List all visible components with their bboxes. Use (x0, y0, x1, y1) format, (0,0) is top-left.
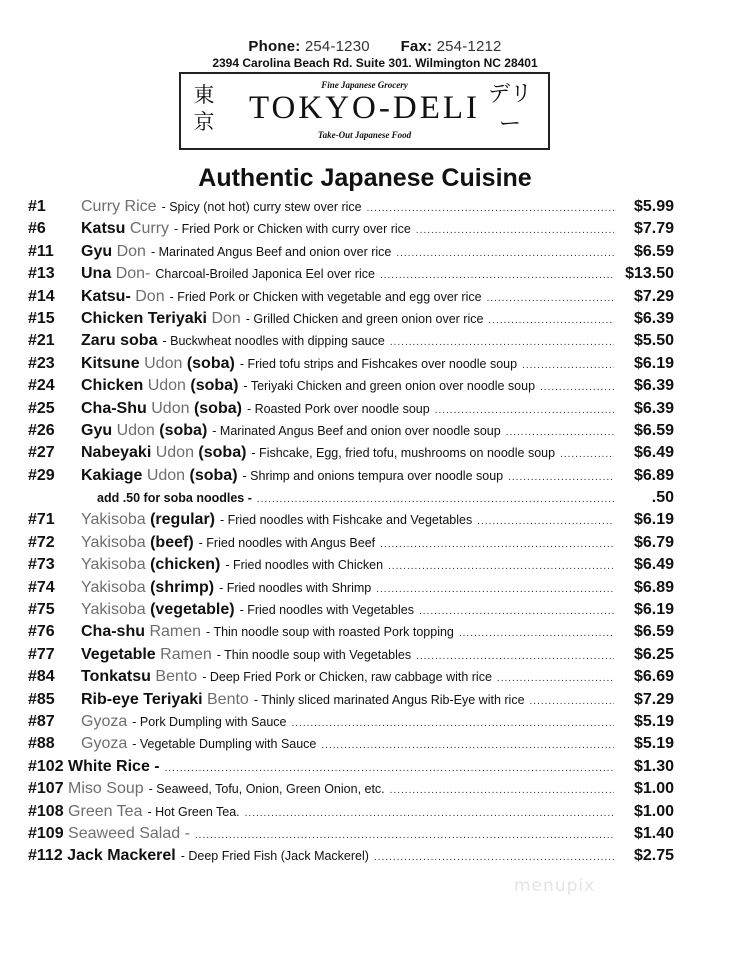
menu-item (0, 554, 750, 576)
item-name (81, 263, 150, 285)
item-name-name-gray: Yakisoba (81, 511, 146, 529)
item-description: - Fried Pork or Chicken with vegetable and egg over rice (169, 289, 482, 304)
item-body (81, 353, 614, 377)
item-number: #11 (28, 242, 54, 260)
item-name (81, 375, 238, 397)
dot-leader (240, 803, 614, 825)
dot-leader (391, 243, 614, 265)
dot-leader (411, 646, 614, 668)
item-description: - Buckwheat noodles with dipping sauce (162, 334, 385, 349)
item-number: #75 (28, 601, 55, 619)
item-name-name: Nabeyaki (81, 444, 152, 462)
item-description: - Fried noodles with Vegetables (239, 603, 414, 618)
item-number: #109 (28, 824, 64, 842)
item-price: $1.30 (633, 757, 674, 775)
item-description: - Fried noodles with Angus Beef (198, 535, 376, 550)
item-body (81, 689, 614, 713)
item-body (81, 218, 614, 242)
item-name-name-gray: Yakisoba (81, 533, 146, 551)
dot-leader (535, 377, 614, 399)
item-name-name-gray: Don (116, 242, 146, 260)
item-description: - Fishcake, Egg, fried tofu, mushrooms on noodle soup (251, 446, 556, 461)
item-price: $6.25 (633, 645, 674, 663)
item-body (97, 487, 614, 511)
item-name-name-gray: Curry (129, 220, 170, 238)
item-number: #87 (28, 712, 55, 730)
item-description: - Marinated Angus Beef and onion over noodle soup (212, 423, 501, 438)
item-description: - Fried Pork or Chicken with curry over rice (174, 222, 411, 237)
dot-leader (454, 623, 614, 645)
item-price: $6.79 (633, 533, 674, 551)
item-name-name-gray: Bento (155, 668, 198, 686)
item-body (28, 756, 614, 780)
item-name-name-tail: (soba) (159, 421, 208, 439)
dot-leader (369, 847, 614, 869)
item-body (81, 286, 614, 310)
item-number: #24 (28, 377, 55, 395)
item-name-name-tail: (vegetable) (150, 601, 235, 619)
item-body (81, 241, 614, 265)
item-name-name-gray: Udon (155, 444, 194, 462)
item-description: - Grilled Chicken and green onion over rice (245, 311, 484, 326)
menu-list (0, 196, 750, 868)
item-name-name: Rib-eye Teriyaki (81, 690, 203, 708)
item-number: #73 (28, 556, 55, 574)
item-name-name-gray: Yakisoba (81, 556, 146, 574)
item-body (81, 308, 614, 332)
item-description: - Seaweed, Tofu, Onion, Green Onion, etc. (148, 782, 385, 797)
item-number: #108 (28, 802, 64, 820)
item-number: #21 (28, 332, 55, 350)
item-name-name: Katsu (81, 220, 126, 238)
item-number: #107 (28, 780, 64, 798)
item-description: - Fried noodles with Chicken (225, 558, 384, 573)
item-name (81, 644, 212, 666)
item-name (81, 711, 127, 733)
item-description: - Teriyaki Chicken and green onion over noodle soup (243, 379, 536, 394)
menu-item (0, 509, 750, 531)
menu-item (0, 733, 750, 755)
item-name-name-gray: Udon (151, 399, 190, 417)
dot-leader (525, 691, 614, 713)
page-title: Authentic Japanese Cuisine (198, 164, 532, 192)
item-name-name-gray: Gyoza (81, 712, 128, 730)
item-price: $5.50 (633, 332, 674, 350)
menu-item (0, 577, 750, 599)
item-number: #26 (28, 421, 55, 439)
dot-leader (414, 601, 614, 623)
menu-item (0, 196, 750, 218)
item-price: .50 (651, 489, 674, 507)
item-price: $6.39 (633, 399, 674, 417)
item-price: $7.29 (633, 690, 674, 708)
item-name-name-gray: Curry Rice (81, 198, 157, 215)
item-description: - Spicy (not hot) curry stew over rice (161, 200, 362, 214)
item-name-name-tail: (chicken) (150, 556, 221, 574)
watermark: menupix (514, 876, 596, 896)
item-description: - Fried tofu strips and Fishcakes over noodle soup (239, 356, 518, 371)
restaurant-logo (179, 72, 550, 150)
logo-tagline-bottom: Take-Out Japanese Food (317, 130, 412, 140)
item-price: $2.75 (633, 847, 674, 865)
item-price: $5.19 (633, 735, 674, 753)
phone-number: 254-1230 (304, 38, 370, 55)
item-name-name-gray: Don- (115, 265, 151, 283)
item-body (81, 465, 614, 489)
item-price: $6.69 (633, 668, 674, 686)
item-price: $6.59 (633, 623, 674, 641)
item-name (81, 666, 197, 688)
item-name-name-tail: (shrimp) (150, 578, 215, 596)
menu-item (0, 353, 750, 375)
menu-item (0, 330, 750, 352)
item-name-name: Chicken (81, 377, 144, 395)
item-body (81, 196, 614, 220)
item-body (81, 577, 614, 601)
item-name (81, 442, 246, 464)
menu-item (0, 241, 750, 263)
menu-item (0, 442, 750, 464)
item-price: $6.59 (633, 242, 674, 260)
item-number: #71 (28, 511, 55, 529)
menu-item (0, 218, 750, 240)
item-price: $6.39 (633, 309, 674, 327)
item-name-name: Una (81, 265, 112, 283)
item-body (81, 711, 614, 735)
logo-tagline-top: Fine Japanese Grocery (321, 80, 408, 90)
item-name (81, 577, 214, 599)
dot-leader (411, 220, 614, 242)
dot-leader (483, 310, 614, 332)
item-name-name-gray: Miso Soup (68, 780, 144, 798)
item-name-name: Katsu- (81, 287, 131, 305)
item-name-name-gray: Bento (207, 690, 249, 708)
item-name (28, 756, 160, 778)
dot-leader (385, 332, 614, 354)
item-price: $1.40 (633, 824, 674, 842)
menu-item (0, 666, 750, 688)
dot-leader (316, 735, 614, 757)
item-description: - Fried noodles with Fishcake and Vegetables (220, 513, 473, 528)
dot-leader (362, 198, 614, 220)
item-price: $5.99 (633, 198, 674, 215)
dot-leader (472, 511, 614, 533)
menu-item (0, 801, 750, 823)
item-number: #74 (28, 578, 55, 596)
item-description: - Hot Green Tea. (147, 804, 240, 819)
item-number: #1 (28, 198, 46, 215)
item-price: $7.79 (633, 220, 674, 238)
item-name (81, 621, 201, 643)
dot-leader (492, 668, 614, 690)
item-price: $13.50 (625, 265, 674, 283)
dot-leader (482, 288, 614, 310)
dot-leader (501, 422, 614, 444)
item-name (28, 778, 144, 800)
item-body (81, 442, 614, 466)
item-body (81, 733, 614, 757)
item-name-name-gray: Udon (116, 421, 155, 439)
dot-leader (252, 489, 614, 511)
item-name-name: add .50 for soba noodles - (97, 491, 252, 506)
item-number: #88 (28, 735, 55, 753)
item-name-name: Cha-Shu (81, 399, 147, 417)
item-name-name: Cha-shu (81, 623, 145, 641)
item-name (81, 509, 215, 531)
item-number: #6 (28, 220, 46, 238)
item-price: $7.29 (633, 287, 674, 305)
item-body (81, 375, 614, 399)
item-description: - Deep Fried Fish (Jack Mackerel) (180, 849, 369, 864)
item-name-name: Kitsune (81, 354, 140, 372)
item-name-name-gray: Green Tea (68, 802, 143, 820)
menu-item (0, 375, 750, 397)
item-body (81, 644, 614, 668)
item-number: #102 (28, 757, 64, 775)
item-price: $5.19 (633, 712, 674, 730)
item-name-name-gray: Gyoza (81, 735, 128, 753)
item-name (81, 241, 146, 263)
item-body (81, 330, 614, 354)
item-name-name-gray: Don (135, 287, 165, 305)
item-name-name: Gyu (81, 242, 113, 260)
item-price: $6.89 (633, 578, 674, 596)
item-description: - Deep Fried Pork or Chicken, raw cabbage with rice (202, 670, 492, 685)
item-number: #84 (28, 668, 55, 686)
menu-item (0, 308, 750, 330)
menu-item (0, 599, 750, 621)
item-name-name-tail: (soba) (190, 377, 239, 395)
item-name-name-tail: (soba) (198, 444, 247, 462)
item-name (81, 420, 207, 442)
item-body (28, 778, 614, 802)
dot-leader (160, 758, 614, 780)
item-name (28, 823, 190, 845)
item-number: #77 (28, 645, 55, 663)
item-name (28, 845, 176, 867)
item-body (81, 532, 614, 556)
logo-name: TOKYO-DELI (248, 90, 480, 126)
item-name-name: Chicken Teriyaki (81, 309, 207, 327)
dot-leader (555, 444, 614, 466)
menu-item (0, 465, 750, 487)
menu-item (0, 532, 750, 554)
logo-kana: デリー (488, 82, 533, 137)
item-number: #76 (28, 623, 55, 641)
item-body (81, 420, 614, 444)
item-body (81, 263, 614, 287)
item-body (81, 554, 614, 578)
item-name (81, 218, 169, 240)
item-description: - Thinly sliced marinated Angus Rib-Eye with rice (253, 692, 525, 707)
fax-label: Fax: (400, 38, 433, 55)
item-name-name-gray: Yakisoba (81, 578, 146, 596)
dot-leader (371, 579, 614, 601)
item-price: $1.00 (633, 780, 674, 798)
item-body (81, 599, 614, 623)
item-name-name-tail: (beef) (150, 533, 194, 551)
menu-item (0, 689, 750, 711)
item-name-name: Zaru soba (81, 332, 158, 350)
item-price: $6.89 (633, 466, 674, 484)
item-name (81, 554, 220, 576)
menu-item (0, 823, 750, 845)
item-name (28, 801, 142, 823)
item-price: $6.19 (633, 511, 674, 529)
item-name (81, 353, 235, 375)
menu-item (0, 398, 750, 420)
item-name (81, 330, 157, 352)
item-name-name-tail: (soba) (189, 466, 238, 484)
fax-number: 254-1212 (436, 38, 502, 55)
menu-item (0, 778, 750, 800)
item-name-name-gray: Seaweed Salad - (68, 824, 190, 842)
dot-leader (286, 713, 614, 735)
dot-leader (517, 355, 614, 377)
item-description: - Thin noodle soup with Vegetables (216, 647, 412, 662)
item-name-name-gray: Don (211, 309, 241, 327)
item-description: - Roasted Pork over noodle soup (246, 401, 430, 416)
dot-leader (503, 467, 614, 489)
item-description: Charcoal-Broiled Japonica Eel over rice (155, 267, 375, 282)
menu-item (0, 756, 750, 778)
item-description: - Pork Dumpling with Sauce (132, 714, 287, 729)
dot-leader (190, 825, 614, 847)
item-number: #112 (28, 847, 63, 865)
item-name (81, 308, 241, 330)
item-name (81, 286, 165, 308)
item-number: #85 (28, 690, 55, 708)
menu-item (0, 420, 750, 442)
dot-leader (385, 780, 614, 802)
menu-item (0, 845, 750, 867)
item-name (81, 532, 194, 554)
item-price: $6.39 (633, 377, 674, 395)
item-price: $6.19 (633, 601, 674, 619)
item-name-name-gray: Ramen (149, 623, 202, 641)
menu-item (0, 621, 750, 643)
item-number: #14 (28, 287, 55, 305)
item-name-name-gray: Yakisoba (81, 601, 146, 619)
dot-leader (375, 265, 614, 287)
item-description: - Marinated Angus Beef and onion over rice (150, 244, 392, 259)
item-price: $6.19 (633, 354, 674, 372)
dot-leader (430, 400, 614, 422)
item-number: #23 (28, 354, 55, 372)
item-name-name: Vegetable (81, 645, 156, 663)
item-name-name: Tonkatsu (81, 668, 151, 686)
item-price: $1.00 (633, 802, 674, 820)
item-body (81, 509, 614, 533)
address: 2394 Carolina Beach Rd. Suite 301. Wilmington NC 28401 (212, 56, 538, 70)
item-name-name-gray: Udon (147, 377, 186, 395)
dot-leader (375, 534, 614, 556)
contact-line (0, 38, 750, 55)
item-body (28, 801, 614, 825)
item-name-name-tail: (regular) (150, 511, 215, 529)
item-name-name: Jack Mackerel (67, 847, 176, 865)
item-name (81, 465, 238, 487)
menu-item (0, 263, 750, 285)
item-name (81, 398, 242, 420)
item-price: $6.59 (633, 421, 674, 439)
menu-item (0, 487, 750, 509)
item-name-name: Kakiage (81, 466, 143, 484)
item-number: #25 (28, 399, 55, 417)
item-price: $6.49 (633, 444, 674, 462)
phone-label: Phone: (248, 38, 301, 55)
item-body (81, 398, 614, 422)
item-description: - Thin noodle soup with roasted Pork topping (206, 625, 454, 640)
item-name (81, 196, 157, 218)
item-name (81, 689, 249, 711)
item-name-name-gray: Ramen (160, 645, 212, 663)
item-description: - Fried noodles with Shrimp (219, 580, 372, 595)
item-description: - Vegetable Dumpling with Sauce (132, 737, 317, 752)
item-body (28, 823, 614, 847)
item-name (81, 599, 235, 621)
logo-kanji: 東京 (193, 83, 215, 134)
item-description: - Shrimp and onions tempura over noodle soup (242, 468, 504, 483)
item-name-name: Gyu (81, 421, 113, 439)
item-name (97, 487, 252, 509)
item-name-name-gray: Udon (146, 466, 186, 484)
item-name (81, 733, 127, 755)
item-name-name-tail: (soba) (186, 354, 235, 372)
menu-item (0, 711, 750, 733)
item-name-name-tail: (soba) (193, 399, 242, 417)
item-body (81, 621, 614, 645)
item-body (28, 845, 614, 869)
menu-item (0, 644, 750, 666)
item-number: #72 (28, 533, 55, 551)
item-number: #27 (28, 444, 55, 462)
item-body (81, 666, 614, 690)
item-number: #15 (28, 309, 55, 327)
menu-item (0, 286, 750, 308)
item-name-name: White Rice - (68, 757, 160, 775)
item-number: #29 (28, 466, 55, 484)
item-name-name-gray: Udon (144, 354, 183, 372)
dot-leader (383, 556, 614, 578)
item-number: #13 (28, 265, 55, 283)
item-price: $6.49 (633, 556, 674, 574)
